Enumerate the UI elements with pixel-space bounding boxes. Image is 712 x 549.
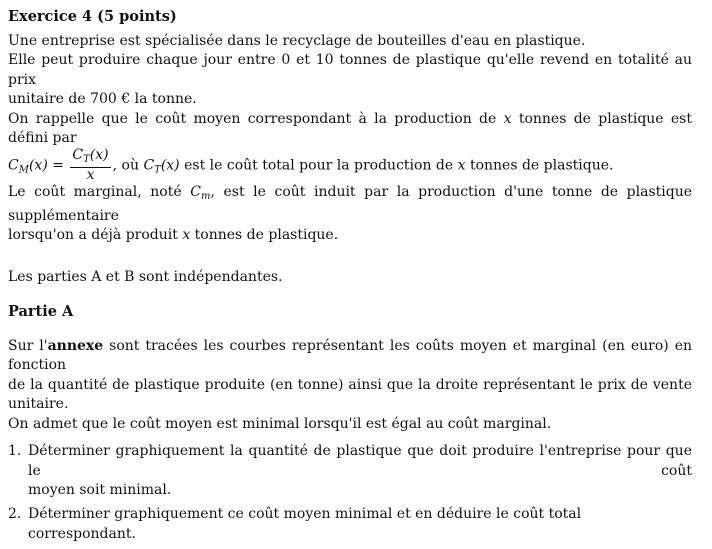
marginal-b-pre: lorsqu'on a déjà produit	[8, 227, 183, 244]
formula-post-1: , où	[112, 157, 144, 174]
independence-note: Les parties A et B sont indépendantes.	[8, 268, 283, 285]
intro-line-1	[8, 32, 692, 51]
part-a-p1-line1	[8, 337, 692, 376]
formula-lhs-c: C	[8, 157, 19, 174]
formula-denominator: x	[86, 167, 95, 184]
formula-post-3: tonnes de plastique.	[465, 157, 614, 174]
average-cost-formula	[8, 148, 692, 183]
marginal-cost-definition	[8, 183, 692, 245]
marginal-b-var: x	[182, 227, 191, 244]
marginal-a-c: C	[190, 184, 201, 201]
part-a-p1-pre: Sur l'	[8, 338, 48, 355]
question-number: 2.	[8, 506, 22, 523]
intro-text-1: Une entreprise est spécialisée dans le recyclage de bouteilles d'eau en plastique.	[8, 33, 586, 49]
intro-text-3-pre: On rappelle que le coût moyen correspondant à la production de	[8, 110, 504, 127]
document-page	[8, 6, 692, 549]
marginal-a-pre: Le coût marginal, noté	[8, 184, 191, 201]
question-number: 1.	[8, 443, 22, 460]
formula-lhs-arg: (x) =	[28, 157, 64, 174]
question-item	[8, 505, 692, 544]
formula-num-c: C	[72, 147, 84, 164]
question-2-line-1: Déterminer graphiquement ce coût moyen minimal et en déduire le coût total correspondant.	[28, 506, 582, 542]
part-a-title: Partie A	[8, 303, 74, 321]
intro-text-3-post: tonnes de plastique est défini par	[8, 110, 692, 147]
formula-post-2: est le coût total pour la production de	[179, 157, 458, 174]
question-1-line-1: Déterminer graphiquement la quantité de plastique que doit produire l'entreprise pour que le coût	[28, 443, 692, 479]
question-1-line-2: moyen soit minimal.	[28, 481, 172, 498]
intro-line-2	[8, 51, 692, 109]
formula-lhs-sub: M	[18, 164, 29, 176]
part-a-p1-line2: de la quantité de plastique produite (en tonne) ainsi que la droite représentant le prix de vente	[8, 376, 692, 393]
formula-post-var: x	[457, 157, 466, 174]
formula-numerator	[70, 148, 110, 168]
intro-text-2b: unitaire de 700 € la tonne.	[8, 91, 197, 108]
marginal-a-post: , est le coût induit par la production d'une tonne de plastique supplémentaire	[8, 184, 692, 224]
intro-text-2a: Elle peut produire chaque jour entre 0 et 10 tonnes de plastique qu'elle revend en totalité au prix	[8, 52, 692, 88]
formula-post-arg: (x)	[160, 157, 180, 174]
intro-line-3	[8, 110, 692, 149]
formula-num-sub: T	[83, 154, 90, 166]
part-a-p1-post: sont tracées les courbes représentant les coûts moyen et marginal (en euro) en fonction	[8, 338, 692, 374]
marginal-b-post: tonnes de plastique.	[190, 227, 339, 244]
question-list	[8, 442, 692, 544]
part-a-p1-line3: unitaire.	[8, 396, 69, 413]
annexe-keyword: annexe	[47, 338, 104, 355]
question-item	[8, 442, 692, 500]
formula-post-c: C	[143, 157, 155, 174]
formula-num-arg: (x)	[89, 147, 109, 164]
formula-post-sub: T	[154, 164, 161, 176]
intro-var-x: x	[503, 110, 512, 127]
formula-fraction	[70, 148, 110, 183]
exercise-title: Exercice 4 (5 points)	[8, 8, 177, 25]
marginal-line-a	[8, 183, 692, 226]
part-a-paragraph-2: On admet que le coût moyen est minimal lorsqu'il est égal au coût marginal.	[8, 415, 552, 432]
marginal-a-sub: m	[200, 191, 211, 203]
part-a-paragraph-1	[8, 337, 692, 415]
